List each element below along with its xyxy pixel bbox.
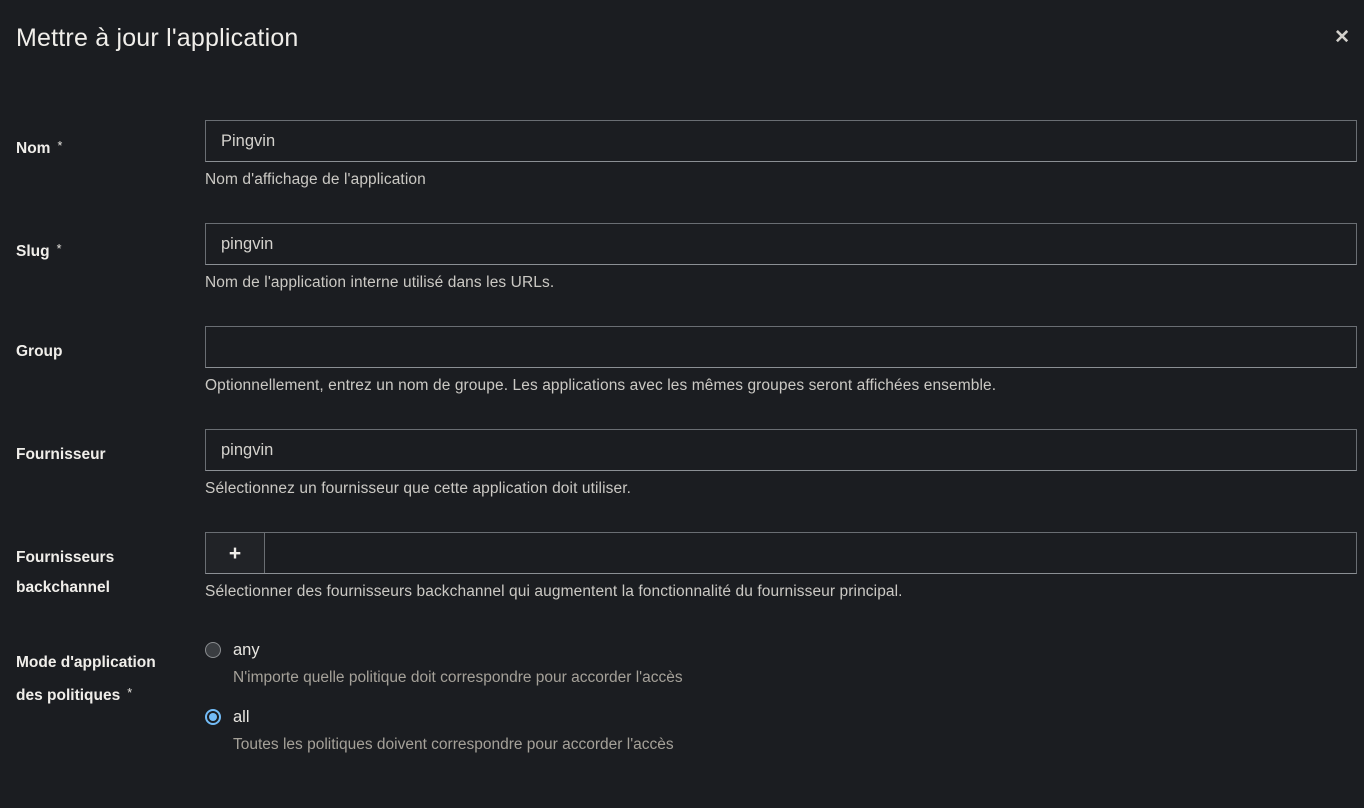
slug-helper-text: Nom de l'application interne utilisé dans les URLs. [205,274,555,291]
policy-mode-label: Mode d'application des politiques * [16,654,156,704]
close-icon[interactable]: ✕ [1334,27,1350,48]
group-label: Group [16,343,63,360]
backchannel-helper-text: Sélectionner des fournisseurs backchannel qui augmentent la fonctionnalité du fournisseur principal. [205,583,903,600]
radio-any-helper-text: N'importe quelle politique doit correspondre pour accorder l'accès [233,669,683,686]
radio-all[interactable] [205,709,221,725]
slug-label: Slug * [16,242,62,260]
policy-mode-option-all[interactable] [205,704,1357,754]
name-helper-text: Nom d'affichage de l'application [205,171,426,188]
provider-label: Fournisseur [16,446,106,463]
form-row-backchannel-providers [16,532,1357,603]
modal-title: Mettre à jour l'application [16,24,299,52]
form-row-provider [16,429,1357,498]
form-row-slug [16,223,1357,292]
plus-icon: + [228,541,242,565]
provider-helper-text: Sélectionnez un fournisseur que cette application doit utiliser. [205,480,632,497]
backchannel-selected-area[interactable] [265,533,1356,573]
form-row-name [16,120,1357,189]
group-helper-text: Optionnellement, entrez un nom de groupe. Les applications avec les mêmes groupes seront affichées ensemble. [205,377,997,394]
backchannel-providers-label: Fournisseurs backchannel [16,549,115,596]
form-row-group [16,326,1357,395]
required-asterisk: * [57,139,63,153]
backchannel-chip-group [205,532,1357,574]
radio-all-label[interactable]: all [233,708,250,726]
provider-input[interactable] [205,429,1357,471]
modal-header [0,0,1364,76]
radio-all-helper-text: Toutes les politiques doivent correspondre pour accorder l'accès [233,736,674,753]
required-asterisk: * [56,242,62,256]
group-input[interactable] [205,326,1357,368]
name-label: Nom * [16,139,63,157]
add-backchannel-provider-button[interactable] [206,533,265,573]
application-form [0,76,1364,754]
policy-mode-option-any[interactable] [205,637,1357,687]
radio-any[interactable] [205,642,221,658]
required-asterisk: * [127,686,133,700]
radio-any-label[interactable]: any [233,641,260,659]
name-input[interactable] [205,120,1357,162]
form-row-policy-engine-mode [16,637,1357,754]
slug-input[interactable] [205,223,1357,265]
